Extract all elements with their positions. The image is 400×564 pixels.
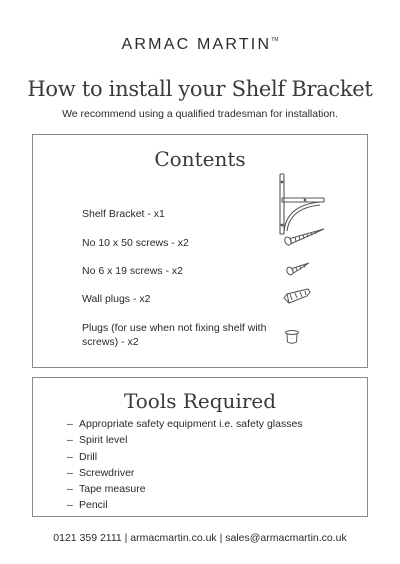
tool-item <box>67 467 303 483</box>
cover-plug-icon <box>284 329 300 345</box>
tool-item <box>67 451 303 467</box>
tool-item <box>67 434 303 450</box>
contents-panel <box>32 134 368 368</box>
contents-item: Shelf Bracket - x1 <box>82 208 165 220</box>
tools-panel <box>32 377 368 517</box>
tool-label: Drill <box>79 450 98 463</box>
wall-plug-icon <box>281 287 313 307</box>
tool-label: Spirit level <box>79 434 128 447</box>
trademark-mark: TM <box>271 37 279 43</box>
list-dash: – <box>67 483 73 496</box>
contents-heading: Contents <box>154 147 246 171</box>
tool-item <box>67 499 303 515</box>
long-screw-icon <box>283 225 327 247</box>
list-dash: – <box>67 434 73 447</box>
page-title: How to install your Shelf Bracket <box>27 77 373 101</box>
list-dash: – <box>67 466 73 479</box>
tool-label: Appropriate safety equipment i.e. safety glasses <box>79 418 303 430</box>
page-subtitle: We recommend using a qualified tradesman for installation. <box>62 108 338 120</box>
contents-item: No 6 x 19 screws - x2 <box>82 265 183 277</box>
short-screw-icon <box>285 259 313 277</box>
tool-label: Screwdriver <box>79 466 135 479</box>
footer-contact: 0121 359 2111 | armacmartin.co.uk | sales@armacmartin.co.uk <box>53 532 347 544</box>
brand-name: ARMAC MARTIN <box>121 36 272 53</box>
list-dash: – <box>67 499 73 512</box>
tool-item <box>67 418 303 434</box>
list-dash: – <box>67 418 73 430</box>
contents-item: Wall plugs - x2 <box>82 293 151 305</box>
contents-item: Plugs (for use when not fixing shelf with screws) - x2 <box>82 322 267 348</box>
tools-heading: Tools Required <box>123 389 277 413</box>
contents-item: No 10 x 50 screws - x2 <box>82 237 189 249</box>
tool-item <box>67 483 303 499</box>
list-dash: – <box>67 450 73 463</box>
tool-label: Pencil <box>79 499 108 512</box>
tool-label: Tape measure <box>79 483 146 496</box>
tools-list <box>67 418 303 516</box>
brand-logo <box>0 36 400 54</box>
